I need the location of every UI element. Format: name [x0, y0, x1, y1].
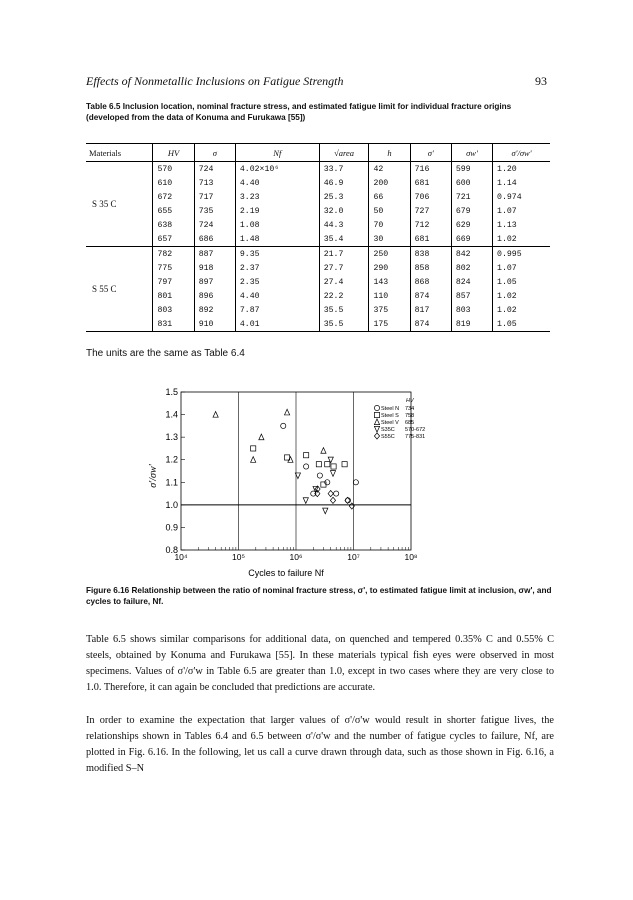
table-body [86, 162, 550, 332]
table-cell: 892 [194, 303, 235, 317]
table-cell: 842 [451, 247, 492, 262]
table-cell: 3.23 [235, 190, 319, 204]
table-cell: 50 [369, 204, 410, 218]
data-point [213, 411, 218, 417]
data-point [304, 453, 309, 458]
table-cell: 1.14 [493, 176, 550, 190]
y-tick-label: 1.1 [165, 477, 178, 488]
data-point [342, 462, 347, 467]
data-point [330, 471, 335, 477]
legend-hv: 775-831 [405, 434, 426, 440]
table-cell: 27.7 [319, 261, 369, 275]
table-row [86, 232, 550, 247]
table-cell: 42 [369, 162, 410, 177]
table-cell: 681 [410, 176, 451, 190]
table-cell: 874 [410, 289, 451, 303]
table-row [86, 162, 550, 177]
table-cell: 803 [153, 303, 194, 317]
chart-legend [374, 398, 425, 440]
table-cell: 868 [410, 275, 451, 289]
table-cell: 679 [451, 204, 492, 218]
table-cell: 4.02×10⁶ [235, 162, 319, 177]
table-cell: 1.02 [493, 303, 550, 317]
data-point [353, 480, 358, 485]
data-point [304, 464, 309, 469]
chart-grid [181, 392, 411, 550]
table-cell: 175 [369, 317, 410, 332]
data-point [251, 457, 256, 463]
legend-label: Steel V [381, 420, 399, 426]
table-cell: 1.07 [493, 204, 550, 218]
table-cell: 25.3 [319, 190, 369, 204]
data-point [303, 498, 308, 504]
table-cell: 9.35 [235, 247, 319, 262]
table-cell: 1.20 [493, 162, 550, 177]
data-point [334, 491, 339, 496]
x-tick-label: 10⁴ [174, 552, 188, 562]
table-cell: 570 [153, 162, 194, 177]
data-point [259, 434, 264, 440]
table-cell: 681 [410, 232, 451, 247]
table-cell: 4.40 [235, 289, 319, 303]
table-cell: 887 [194, 247, 235, 262]
data-point [321, 482, 326, 487]
y-tick-label: 1.2 [165, 454, 178, 465]
table-cell: 1.05 [493, 317, 550, 332]
legend-hv: 758 [405, 413, 415, 419]
table-cell: 686 [194, 232, 235, 247]
data-point [330, 497, 335, 503]
table-cell: 2.19 [235, 204, 319, 218]
table-row [86, 261, 550, 275]
table-cell: 638 [153, 218, 194, 232]
legend-label: Steel N [381, 406, 400, 412]
table-cell: 2.35 [235, 275, 319, 289]
table-caption: Table 6.5 Inclusion location, nominal fracture stress, and estimated fatigue limit for individual fracture origins (developed from the data of Konuma and Furukawa [55]) [86, 102, 512, 123]
legend-marker [374, 426, 379, 432]
legend-hv: 570-672 [405, 427, 426, 433]
data-point [325, 462, 330, 467]
chart-points [213, 409, 358, 514]
table-cell: 21.7 [319, 247, 369, 262]
table-cell: 1.02 [493, 232, 550, 247]
table-cell: 375 [369, 303, 410, 317]
legend-label: Steel S [381, 413, 399, 419]
table-cell: 610 [153, 176, 194, 190]
running-title: Effects of Nonmetallic Inclusions on Fatigue Strength [86, 74, 344, 88]
table-row [86, 218, 550, 232]
table-cell: 712 [410, 218, 451, 232]
data-point [251, 446, 256, 451]
units-note: The units are the same as Table 6.4 [86, 348, 245, 359]
x-tick-label: 10⁵ [232, 552, 245, 562]
data-point [284, 409, 289, 415]
legend-hv: 734 [405, 406, 415, 412]
table-cell: 1.48 [235, 232, 319, 247]
table-cell: 1.05 [493, 275, 550, 289]
column-header: h [369, 144, 410, 162]
table-cell: 724 [194, 218, 235, 232]
data-point [328, 490, 333, 496]
table-cell: 0.995 [493, 247, 550, 262]
table-cell: 599 [451, 162, 492, 177]
table-cell: 819 [451, 317, 492, 332]
table-cell: 0.974 [493, 190, 550, 204]
table-cell: 824 [451, 275, 492, 289]
legend-label: S35C [381, 427, 395, 433]
x-axis-label: Cycles to failure Nf [248, 568, 324, 578]
table-cell: 600 [451, 176, 492, 190]
table-cell: 657 [153, 232, 194, 247]
table-cell: 910 [194, 317, 235, 332]
table-cell: 1.08 [235, 218, 319, 232]
table-cell: 857 [451, 289, 492, 303]
table-row [86, 190, 550, 204]
table-cell: 874 [410, 317, 451, 332]
table-row [86, 204, 550, 218]
paragraph-1: Table 6.5 shows similar comparisons for additional data, on quenched and tempered 0.35% C and 0.55% C steels, obtained by Konuma and Furukawa [55]. In these materials typical fish eyes were observed in most specimens. Values of σ'/σ'w in Table 6.5 are greater than 1.0, except in two cases where they are very close to 1.0. Therefore, it can again be concluded that predictions are accurate. [86, 634, 554, 693]
table-cell: 831 [153, 317, 194, 332]
table-row [86, 303, 550, 317]
column-header: Nf [235, 144, 319, 162]
table-cell: 290 [369, 261, 410, 275]
table-cell: 1.02 [493, 289, 550, 303]
legend-marker [374, 412, 379, 417]
column-header: σ' [410, 144, 451, 162]
table-cell: 838 [410, 247, 451, 262]
column-header: σw' [451, 144, 492, 162]
y-tick-label: 1.4 [165, 409, 178, 420]
table-cell: 66 [369, 190, 410, 204]
table-cell: 797 [153, 275, 194, 289]
table-cell: 735 [194, 204, 235, 218]
table-cell: 35.4 [319, 232, 369, 247]
table-row [86, 317, 550, 332]
table-cell: 918 [194, 261, 235, 275]
table-cell: 35.5 [319, 317, 369, 332]
table-cell: 706 [410, 190, 451, 204]
table-cell: 46.9 [319, 176, 369, 190]
y-tick-label: 0.9 [165, 522, 178, 533]
table-cell: 717 [194, 190, 235, 204]
legend-marker [374, 419, 379, 425]
table-cell: 27.4 [319, 275, 369, 289]
scatter-chart [86, 380, 486, 580]
table-cell: 716 [410, 162, 451, 177]
table-cell: 1.07 [493, 261, 550, 275]
data-point [317, 473, 322, 478]
table-cell: 897 [194, 275, 235, 289]
data-point [321, 448, 326, 454]
table-cell: 7.87 [235, 303, 319, 317]
table-row [86, 289, 550, 303]
y-tick-label: 1.3 [165, 432, 178, 443]
data-point [281, 423, 286, 428]
table-cell: 30 [369, 232, 410, 247]
table-cell: 44.3 [319, 218, 369, 232]
page-number: 93 [535, 74, 547, 88]
column-header: √area [319, 144, 369, 162]
x-tick-label: 10⁷ [347, 552, 360, 562]
table-cell: 143 [369, 275, 410, 289]
column-header: σ'/σw' [493, 144, 550, 162]
table-cell: 802 [451, 261, 492, 275]
table-row [86, 176, 550, 190]
column-header: HV [153, 144, 194, 162]
table-cell: 629 [451, 218, 492, 232]
material-cell: S 35 C [86, 162, 153, 247]
table-cell: 801 [153, 289, 194, 303]
table-cell: 858 [410, 261, 451, 275]
table-cell: 2.37 [235, 261, 319, 275]
column-header: Materials [86, 144, 153, 162]
legend-hv: 685 [405, 420, 415, 426]
table-cell: 35.5 [319, 303, 369, 317]
legend-label: S55C [381, 434, 395, 440]
table-cell: 782 [153, 247, 194, 262]
data-point [331, 464, 336, 469]
column-header: σ [194, 144, 235, 162]
data-point [288, 457, 293, 463]
figure-caption: Figure 6.16 Relationship between the ratio of nominal fracture stress, σ', to estimated fatigue limit at inclusion, σw', and cycles to failure, Nf. [86, 586, 552, 607]
table-row [86, 247, 550, 262]
table-cell: 200 [369, 176, 410, 190]
material-cell: S 55 C [86, 247, 153, 332]
x-tick-label: 10⁸ [404, 552, 418, 562]
y-axis-label: σ'/σw' [148, 464, 159, 488]
table-cell: 250 [369, 247, 410, 262]
table-header-row [86, 144, 550, 162]
legend-marker [374, 433, 379, 439]
data-point [316, 462, 321, 467]
table-cell: 727 [410, 204, 451, 218]
table-cell: 32.0 [319, 204, 369, 218]
x-tick-label: 10⁶ [289, 552, 303, 562]
table-cell: 803 [451, 303, 492, 317]
table-cell: 1.13 [493, 218, 550, 232]
legend-header: HV [406, 398, 414, 404]
table-cell: 672 [153, 190, 194, 204]
table-cell: 4.01 [235, 317, 319, 332]
table-cell: 655 [153, 204, 194, 218]
table-row [86, 275, 550, 289]
y-tick-label: 1.0 [165, 499, 178, 510]
data-table [86, 143, 550, 332]
data-point [323, 508, 328, 514]
table-cell: 724 [194, 162, 235, 177]
table-cell: 713 [194, 176, 235, 190]
table-cell: 775 [153, 261, 194, 275]
table-cell: 4.40 [235, 176, 319, 190]
table-cell: 669 [451, 232, 492, 247]
table-cell: 817 [410, 303, 451, 317]
table-cell: 33.7 [319, 162, 369, 177]
table-cell: 70 [369, 218, 410, 232]
y-tick-label: 1.5 [165, 387, 178, 397]
y-tick-label: 0.8 [165, 545, 178, 555]
paragraph-2: In order to examine the expectation that larger values of σ'/σ'w would result in shorter fatigue lives, the relationships shown in Tables 6.4 and 6.5 between σ'/σ'w and the number of fatigue cycles to failure, Nf, are plotted in Fig. 6.16. In the following, let us call a curve drawn through data, such as those shown in Fig. 6.16, a modified S–N [86, 715, 554, 774]
legend-marker [374, 405, 379, 410]
table-cell: 110 [369, 289, 410, 303]
table-cell: 896 [194, 289, 235, 303]
table-cell: 721 [451, 190, 492, 204]
table-cell: 22.2 [319, 289, 369, 303]
